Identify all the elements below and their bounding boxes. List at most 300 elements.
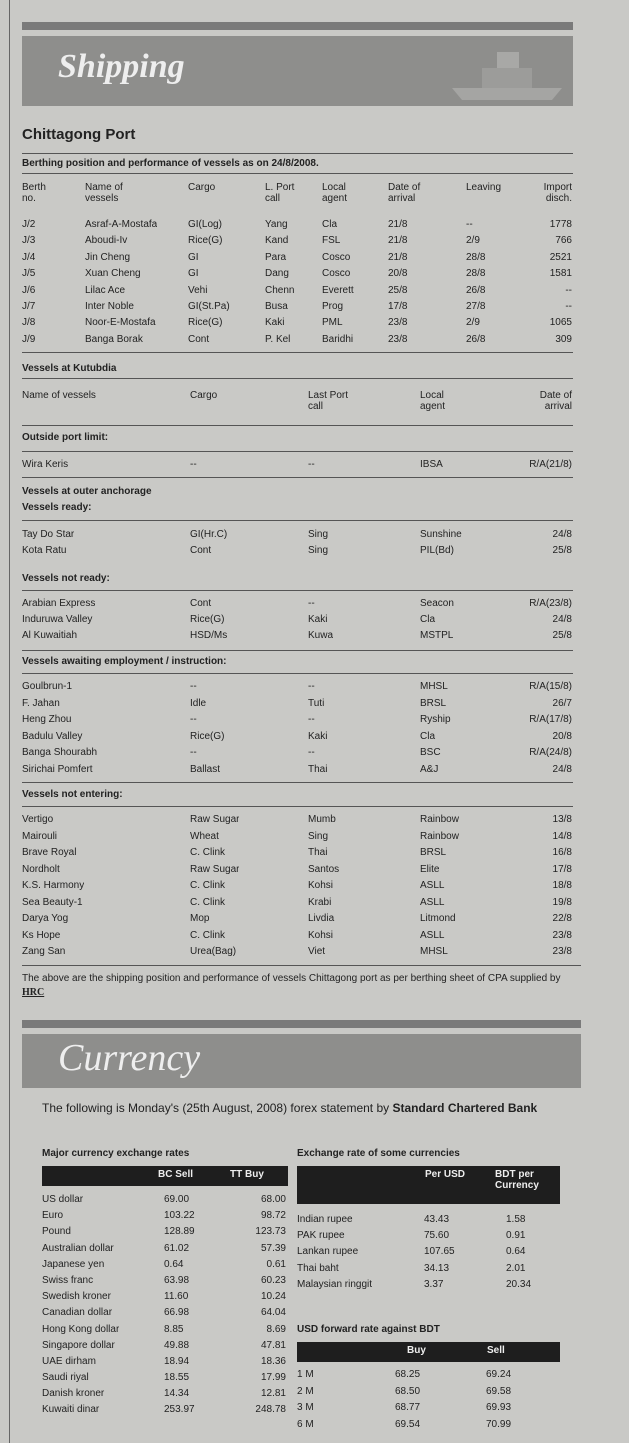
- currency-banner: [22, 1034, 581, 1088]
- table-cell: J/8: [22, 317, 36, 329]
- table-cell: 2/9: [466, 317, 480, 329]
- divider: [22, 673, 573, 674]
- date-column: [500, 814, 572, 963]
- kh-port: Last Port call: [308, 390, 349, 412]
- table-cell: Pound: [42, 1226, 71, 1238]
- table-cell: 69.24: [486, 1369, 512, 1380]
- table-cell: J/7: [22, 300, 36, 312]
- table-cell: 11.60: [164, 1291, 189, 1303]
- date-column: [500, 529, 572, 561]
- table-cell: Rice(G): [188, 317, 223, 329]
- table-cell: 2521: [549, 251, 572, 263]
- table-cell: Badulu Valley: [22, 730, 83, 742]
- kh-agent: Local agent: [420, 390, 446, 412]
- divider: [22, 153, 573, 154]
- table-cell: R/A(23/8): [529, 598, 572, 609]
- table-cell: Rainbow: [420, 814, 459, 825]
- table-cell: Viet: [308, 946, 326, 957]
- table-cell: Sunshine: [420, 529, 462, 540]
- vessel-column: [22, 459, 68, 470]
- table-cell: 309: [555, 333, 572, 345]
- table-cell: Thai: [308, 763, 328, 775]
- table-cell: Sing: [308, 545, 329, 556]
- major-name-column: [42, 1194, 119, 1421]
- berthing-subtitle: Berthing position and performance of vessels as on 24/8/2008.: [22, 158, 319, 169]
- some-header-usd: Per USD: [425, 1169, 466, 1180]
- table-cell: 0.91: [506, 1230, 526, 1242]
- port-column: [308, 459, 315, 470]
- table-cell: 68.25: [395, 1369, 421, 1380]
- agent-column: [420, 459, 443, 470]
- shipping-banner: [22, 36, 573, 106]
- table-cell: P. Kel: [265, 333, 291, 345]
- table-cell: Ryship: [420, 714, 451, 725]
- table-cell: 25/8: [552, 630, 572, 641]
- table-cell: BRSL: [420, 697, 447, 709]
- table-cell: Lankan rupee: [297, 1246, 359, 1258]
- divider: [22, 173, 573, 174]
- table-cell: A&J: [420, 763, 439, 775]
- table-cell: Cont: [190, 598, 212, 609]
- table-cell: Swedish kroner: [42, 1291, 111, 1303]
- arrival-column: [388, 219, 407, 350]
- table-cell: 12.81: [260, 1388, 286, 1400]
- table-cell: --: [565, 284, 572, 296]
- table-cell: 24/8: [552, 529, 572, 540]
- forward-term-column: [297, 1369, 314, 1435]
- awaiting-title: Vessels awaiting employment / instruction:: [22, 656, 227, 667]
- table-cell: Urea(Bag): [190, 946, 237, 957]
- table-cell: Brave Royal: [22, 847, 77, 858]
- table-cell: 61.02: [164, 1242, 190, 1254]
- table-cell: Noor-E-Mostafa: [85, 317, 156, 329]
- currency-intro: [42, 1100, 562, 1116]
- table-cell: GI(Hr.C): [190, 529, 228, 540]
- table-cell: Indian rupee: [297, 1214, 353, 1225]
- vessel-column: [85, 219, 157, 350]
- table-cell: PML: [322, 317, 343, 329]
- table-cell: 68.77: [395, 1402, 421, 1413]
- table-cell: Sing: [308, 529, 329, 540]
- table-cell: Singapore dollar: [42, 1339, 115, 1351]
- divider: [22, 352, 573, 353]
- forward-title: USD forward rate against BDT: [297, 1324, 440, 1335]
- table-cell: Cosco: [322, 251, 351, 263]
- table-cell: K.S. Harmony: [22, 880, 85, 891]
- table-cell: Vertigo: [22, 814, 54, 825]
- table-cell: Cont: [188, 333, 210, 345]
- table-cell: Litmond: [420, 913, 456, 924]
- table-cell: Krabi: [308, 896, 332, 908]
- table-cell: FSL: [322, 235, 341, 247]
- vessel-column: [22, 598, 95, 646]
- table-cell: Chenn: [265, 284, 295, 296]
- table-cell: --: [565, 300, 572, 312]
- table-cell: 10.24: [260, 1291, 286, 1303]
- table-cell: US dollar: [42, 1194, 84, 1205]
- forward-header-bar: [297, 1342, 560, 1362]
- table-cell: Para: [265, 251, 287, 263]
- table-cell: 2.01: [506, 1262, 526, 1274]
- table-cell: 0.64: [164, 1258, 184, 1270]
- table-cell: J/5: [22, 268, 36, 280]
- table-cell: Cla: [420, 730, 436, 742]
- table-cell: 69.00: [164, 1194, 190, 1205]
- table-cell: Nordholt: [22, 863, 60, 875]
- table-cell: Busa: [265, 300, 288, 312]
- table-cell: F. Jahan: [22, 697, 60, 709]
- forward-sell-column: [486, 1369, 511, 1435]
- kh-cargo: Cargo: [190, 390, 218, 401]
- outer-title: Vessels at outer anchorage: [22, 486, 152, 497]
- table-cell: C. Clink: [190, 847, 226, 858]
- forward-buy-column: [395, 1369, 420, 1435]
- table-cell: --: [308, 681, 315, 692]
- divider: [22, 650, 573, 651]
- table-cell: 1 M: [297, 1369, 314, 1380]
- header-berth: Berth no.: [22, 182, 46, 204]
- forward-header-buy: Buy: [407, 1345, 426, 1356]
- kutubdia-title: Vessels at Kutubdia: [22, 363, 117, 374]
- table-cell: J/9: [22, 333, 36, 345]
- table-cell: 47.81: [260, 1339, 286, 1351]
- vessel-column: [22, 814, 84, 963]
- table-cell: PAK rupee: [297, 1230, 345, 1242]
- some-bdt-column: [506, 1214, 531, 1295]
- table-cell: 1581: [549, 268, 572, 280]
- header-arrival: Date of arrival: [388, 182, 421, 204]
- divider: [22, 378, 573, 379]
- divider: [22, 806, 573, 807]
- table-cell: Rice(G): [190, 730, 225, 742]
- table-cell: Sea Beauty-1: [22, 896, 83, 908]
- date-column: [500, 459, 572, 470]
- port-column: [308, 681, 327, 780]
- currency-title: Currency: [58, 1037, 201, 1079]
- currency-top-bar: [22, 1020, 581, 1028]
- footnote-source: HRC: [22, 987, 45, 998]
- table-cell: 19/8: [552, 896, 572, 908]
- table-cell: 1.58: [506, 1214, 526, 1225]
- table-cell: 128.89: [164, 1226, 195, 1238]
- table-cell: 24/8: [552, 614, 572, 625]
- major-header-bc: BC Sell: [158, 1169, 194, 1180]
- table-cell: 68.00: [260, 1194, 286, 1205]
- table-cell: 18/8: [552, 880, 572, 891]
- table-cell: 3 M: [297, 1402, 314, 1413]
- notready-title: Vessels not ready:: [22, 573, 110, 584]
- table-cell: R/A(15/8): [529, 681, 572, 692]
- table-cell: Idle: [190, 697, 207, 709]
- table-cell: 25/8: [388, 284, 408, 296]
- table-cell: Cla: [420, 614, 436, 625]
- divider: [22, 425, 573, 426]
- table-cell: 2 M: [297, 1385, 314, 1397]
- table-cell: Swiss franc: [42, 1274, 94, 1286]
- table-cell: Cla: [322, 219, 338, 230]
- table-cell: Malaysian ringgit: [297, 1278, 373, 1290]
- shipping-footnote: [22, 972, 582, 1000]
- table-cell: 70.99: [486, 1418, 512, 1430]
- agent-column: [420, 681, 451, 780]
- table-cell: --: [466, 219, 473, 230]
- table-cell: Rainbow: [420, 830, 459, 842]
- table-cell: Cont: [190, 545, 212, 556]
- table-cell: J/4: [22, 251, 36, 263]
- table-cell: R/A(24/8): [529, 747, 572, 758]
- table-cell: 1065: [549, 317, 572, 329]
- table-cell: Canadian dollar: [42, 1307, 113, 1319]
- table-cell: C. Clink: [190, 896, 226, 908]
- table-cell: --: [190, 747, 197, 758]
- table-cell: 123.73: [255, 1226, 286, 1238]
- table-cell: 43.43: [424, 1214, 450, 1225]
- major-header-tt: TT Buy: [230, 1169, 264, 1180]
- table-cell: 28/8: [466, 268, 486, 280]
- table-cell: Raw Sugar: [190, 814, 240, 825]
- table-cell: Rice(G): [190, 614, 225, 625]
- table-cell: Mop: [190, 913, 210, 924]
- vessel-column: [22, 529, 74, 561]
- table-cell: Livdia: [308, 913, 335, 924]
- table-cell: Seacon: [420, 598, 454, 609]
- table-cell: 0.64: [506, 1246, 526, 1258]
- ready-title: Vessels ready:: [22, 502, 92, 513]
- cargo-column: [190, 529, 227, 561]
- vessel-column: [22, 681, 97, 780]
- table-cell: 0.61: [266, 1258, 286, 1270]
- table-cell: Cosco: [322, 268, 351, 280]
- table-cell: 34.13: [424, 1262, 450, 1274]
- header-agent: Local agent: [322, 182, 348, 204]
- table-cell: 64.04: [260, 1307, 286, 1319]
- table-cell: 24/8: [552, 763, 572, 775]
- table-cell: --: [308, 714, 315, 725]
- table-cell: 23/8: [552, 946, 572, 957]
- table-cell: Kohsi: [308, 880, 334, 891]
- major-tt-column: [234, 1194, 286, 1421]
- table-cell: 18.55: [164, 1372, 190, 1384]
- table-cell: 8.85: [164, 1323, 184, 1335]
- cargo-column: [188, 219, 230, 350]
- table-cell: Mairouli: [22, 830, 58, 842]
- table-cell: Kuwaiti dinar: [42, 1404, 100, 1416]
- table-cell: 18.36: [260, 1355, 286, 1367]
- table-cell: 766: [555, 235, 572, 247]
- table-cell: 17/8: [388, 300, 408, 312]
- ship-icon: [442, 38, 572, 104]
- table-cell: J/2: [22, 219, 36, 230]
- divider: [22, 451, 573, 452]
- divider: [22, 965, 581, 966]
- table-cell: Banga Borak: [85, 333, 143, 345]
- table-cell: Banga Shourabh: [22, 747, 98, 758]
- table-cell: 14.34: [164, 1388, 190, 1400]
- table-cell: 16/8: [552, 847, 572, 858]
- table-cell: Ballast: [190, 763, 221, 775]
- date-column: [500, 681, 572, 780]
- table-cell: 63.98: [164, 1274, 190, 1286]
- table-cell: MHSL: [420, 946, 448, 957]
- table-cell: Prog: [322, 300, 344, 312]
- table-cell: Kohsi: [308, 929, 334, 941]
- table-cell: IBSA: [420, 459, 443, 470]
- table-cell: Kaki: [308, 614, 328, 625]
- cargo-column: [190, 814, 239, 963]
- table-cell: 60.23: [260, 1274, 286, 1286]
- table-cell: 6 M: [297, 1418, 314, 1430]
- table-cell: 69.58: [486, 1385, 512, 1397]
- table-cell: 26/8: [466, 333, 486, 345]
- table-cell: Sirichai Pomfert: [22, 763, 93, 775]
- forward-header-sell: Sell: [487, 1345, 505, 1356]
- divider: [22, 477, 573, 478]
- table-cell: ASLL: [420, 880, 445, 891]
- table-cell: 22/8: [552, 913, 572, 924]
- major-bc-column: [164, 1194, 195, 1421]
- table-cell: GI(St.Pa): [188, 300, 230, 312]
- table-cell: Induruwa Valley: [22, 614, 93, 625]
- table-cell: 66.98: [164, 1307, 190, 1319]
- table-cell: Xuan Cheng: [85, 268, 141, 280]
- table-cell: 25/8: [552, 545, 572, 556]
- table-cell: Rice(G): [188, 235, 223, 247]
- table-cell: Everett: [322, 284, 354, 296]
- table-cell: 23/8: [388, 317, 408, 329]
- table-cell: R/A(21/8): [529, 459, 572, 470]
- table-cell: 107.65: [424, 1246, 455, 1258]
- table-cell: Ks Hope: [22, 929, 61, 941]
- table-cell: 23/8: [552, 929, 572, 941]
- major-header-bar: [42, 1166, 288, 1186]
- table-cell: Lilac Ace: [85, 284, 126, 296]
- table-cell: Aboudi-Iv: [85, 235, 128, 247]
- table-cell: --: [308, 598, 315, 609]
- table-cell: Heng Zhou: [22, 714, 72, 725]
- agent-column: [322, 219, 354, 350]
- table-cell: Dang: [265, 268, 289, 280]
- table-cell: 14/8: [552, 830, 572, 842]
- table-cell: 20/8: [552, 730, 572, 742]
- table-cell: 17.99: [260, 1372, 286, 1384]
- table-cell: HSD/Ms: [190, 630, 228, 641]
- date-column: [500, 598, 572, 646]
- divider: [22, 590, 573, 591]
- table-cell: 57.39: [260, 1242, 286, 1254]
- table-cell: PIL(Bd): [420, 545, 454, 556]
- table-cell: Saudi riyal: [42, 1372, 89, 1384]
- table-cell: 23/8: [388, 333, 408, 345]
- table-cell: 69.54: [395, 1418, 421, 1430]
- table-cell: Elite: [420, 863, 440, 875]
- table-cell: R/A(17/8): [529, 714, 572, 725]
- cargo-column: [190, 681, 224, 780]
- table-cell: 27/8: [466, 300, 486, 312]
- table-cell: J/3: [22, 235, 36, 247]
- import-column: [520, 219, 572, 350]
- agent-column: [420, 529, 462, 561]
- table-cell: Kaki: [308, 730, 328, 742]
- table-cell: 98.72: [260, 1210, 286, 1222]
- table-cell: 17/8: [552, 863, 572, 875]
- table-cell: Thai baht: [297, 1262, 339, 1274]
- table-cell: Kota Ratu: [22, 545, 67, 556]
- table-cell: Mumb: [308, 814, 336, 825]
- table-cell: 26/8: [466, 284, 486, 296]
- table-cell: ASLL: [420, 929, 445, 941]
- table-cell: 18.94: [164, 1355, 190, 1367]
- table-cell: GI: [188, 268, 199, 280]
- table-cell: 21/8: [388, 251, 408, 263]
- table-cell: Arabian Express: [22, 598, 96, 609]
- table-cell: Jin Cheng: [85, 251, 131, 263]
- table-cell: Japanese yen: [42, 1258, 105, 1270]
- table-cell: --: [190, 681, 197, 692]
- agent-column: [420, 814, 459, 963]
- column-rule: [9, 0, 10, 1443]
- table-cell: --: [308, 747, 315, 758]
- table-cell: Tay Do Star: [22, 529, 75, 540]
- table-cell: Vehi: [188, 284, 208, 296]
- table-cell: Inter Noble: [85, 300, 134, 312]
- table-cell: BSC: [420, 747, 441, 758]
- table-cell: 21/8: [388, 219, 408, 230]
- table-cell: 68.50: [395, 1385, 421, 1397]
- header-cargo: Cargo: [188, 182, 216, 193]
- table-cell: MSTPL: [420, 630, 454, 641]
- cargo-column: [190, 459, 197, 470]
- table-cell: BRSL: [420, 847, 447, 858]
- divider: [22, 782, 573, 783]
- agent-column: [420, 598, 454, 646]
- table-cell: C. Clink: [190, 880, 226, 891]
- divider: [22, 520, 573, 521]
- table-cell: Kaki: [265, 317, 285, 329]
- shipping-top-bar: [22, 22, 573, 30]
- major-title: Major currency exchange rates: [42, 1148, 190, 1159]
- leaving-column: [466, 219, 485, 350]
- port-column: [308, 529, 328, 561]
- table-cell: ASLL: [420, 896, 445, 908]
- table-cell: Santos: [308, 863, 340, 875]
- table-cell: Kuwa: [308, 630, 334, 641]
- table-cell: GI: [188, 251, 199, 263]
- table-cell: Australian dollar: [42, 1242, 114, 1254]
- kh-vessel: Name of vessels: [22, 390, 96, 401]
- table-cell: Kand: [265, 235, 289, 247]
- table-cell: Raw Sugar: [190, 863, 240, 875]
- table-cell: 8.69: [266, 1323, 286, 1335]
- intro-bank: Standard Chartered Bank: [392, 1101, 538, 1115]
- table-cell: 1778: [549, 219, 572, 230]
- some-header-bdt: BDT per Currency: [495, 1169, 539, 1191]
- table-cell: Sing: [308, 830, 329, 842]
- table-cell: Asraf-A-Mostafa: [85, 219, 158, 230]
- table-cell: Tuti: [308, 697, 325, 709]
- shipping-title: Shipping: [58, 48, 185, 85]
- footnote-text: The above are the shipping position and performance of vessels Chittagong port as per berthing sheet of CPA supplied by: [22, 973, 561, 984]
- table-cell: 26/7: [552, 697, 572, 709]
- port-title: Chittagong Port: [22, 126, 136, 143]
- table-cell: 20/8: [388, 268, 408, 280]
- table-cell: 248.78: [255, 1404, 286, 1416]
- table-cell: Wira Keris: [22, 459, 69, 470]
- some-header-bar: [297, 1166, 560, 1204]
- table-cell: --: [308, 459, 315, 470]
- table-cell: --: [190, 459, 197, 470]
- table-cell: Wheat: [190, 830, 219, 842]
- port-column: [308, 814, 339, 963]
